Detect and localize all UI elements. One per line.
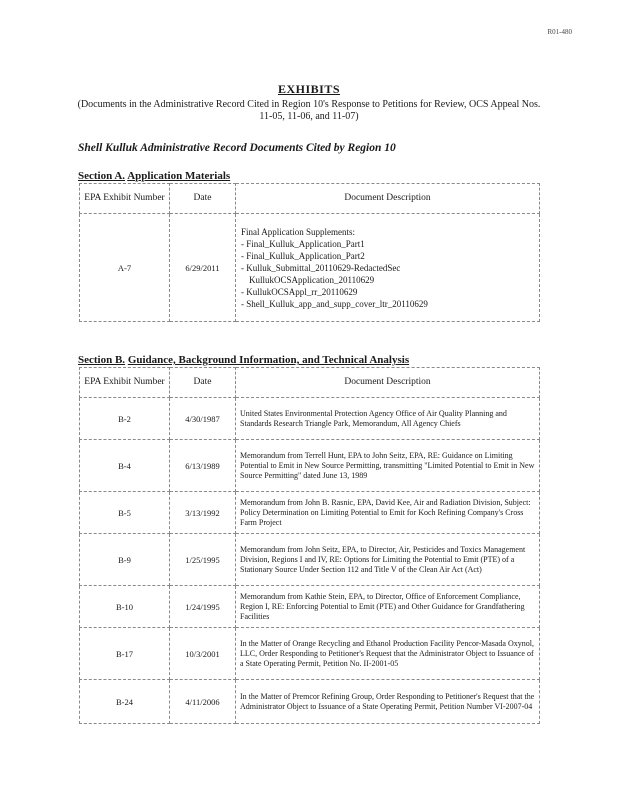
exhibit-number: B-9 xyxy=(80,534,170,586)
exhibit-date: 1/25/1995 xyxy=(170,534,236,586)
page-id: R01-480 xyxy=(547,28,572,36)
column-header: Date xyxy=(170,368,236,398)
column-header: Date xyxy=(170,184,236,214)
table-row xyxy=(80,586,540,628)
exhibit-date: 10/3/2001 xyxy=(170,628,236,680)
table-row xyxy=(80,628,540,680)
section-a-table xyxy=(79,183,540,322)
table-row xyxy=(80,492,540,534)
section-a-heading xyxy=(78,170,230,182)
exhibit-number: B-10 xyxy=(80,586,170,628)
table-row xyxy=(80,214,540,322)
description-line: - KullukOCSAppl_rr_20110629 xyxy=(241,286,358,297)
exhibit-number: B-17 xyxy=(80,628,170,680)
document-description: Memorandum from Kathie Stein, EPA, to Director, Office of Enforcement Compliance, Region I, RE: Enforcing Potential to Emit (PTE) and Other Guidance for Grandfathering Facilities xyxy=(236,586,540,628)
document-description: In the Matter of Premcor Refining Group, Order Responding to Petitioner's Request that the Administrator Object to Issuance of a State Operating Permit, Petition Number VI-2007-04 xyxy=(236,680,540,724)
section-b-heading xyxy=(78,354,409,366)
table-row xyxy=(80,440,540,492)
description-line: Final Application Supplements: xyxy=(241,226,355,237)
document-description: United States Environmental Protection Agency Office of Air Quality Planning and Standards Research Triangle Park, Memorandum, All Agency Chiefs xyxy=(236,398,540,440)
column-header: EPA Exhibit Number xyxy=(80,184,170,214)
section-a-title: Application Materials xyxy=(127,170,231,182)
exhibit-number: B-5 xyxy=(80,492,170,534)
section-b-table xyxy=(79,367,540,724)
document-description: Memorandum from Terrell Hunt, EPA to John Seitz, EPA, RE: Guidance on Limiting Potential to Emit in New Source Permitting, transmitting "Limited Potential to Emit in New Source Permitting" dated June 13, 1989 xyxy=(236,440,540,492)
description-line: - Shell_Kulluk_app_and_supp_cover_ltr_20110629 xyxy=(241,298,428,309)
document-subtitle: (Documents in the Administrative Record Cited in Region 10's Response to Petitions for Review, OCS Appeal Nos. 11-05, 11-06, and 11-07) xyxy=(77,99,541,122)
title-block xyxy=(0,82,618,123)
exhibit-date: 3/13/1992 xyxy=(170,492,236,534)
document-title: EXHIBITS xyxy=(277,82,341,96)
description-line: - Final_Kulluk_Application_Part1 xyxy=(241,238,365,249)
document-description: Memorandum from John Seitz, EPA, to Director, Air, Pesticides and Toxics Management Division, Regions I and IV, RE: Options for Limiting the Potential to Emit (PTE) of a Stationary Source Under Section 112 and Title V of the Clean Air Act (Act) xyxy=(236,534,540,586)
description-line: - Kulluk_Submittal_20110629-RedactedSec xyxy=(241,262,401,273)
exhibit-date: 6/13/1989 xyxy=(170,440,236,492)
exhibit-date: 6/29/2011 xyxy=(170,214,236,322)
records-heading: Shell Kulluk Administrative Record Documents Cited by Region 10 xyxy=(78,142,396,154)
exhibit-number: A-7 xyxy=(80,214,170,322)
column-header: Document Description xyxy=(236,368,540,398)
document-description xyxy=(236,214,540,322)
description-line: KullukOCSApplication_20110629 xyxy=(249,274,375,285)
column-header: EPA Exhibit Number xyxy=(80,368,170,398)
section-a-label: Section A. xyxy=(78,170,126,182)
exhibit-number: B-2 xyxy=(80,398,170,440)
table-header-row xyxy=(80,368,540,398)
exhibit-number: B-24 xyxy=(80,680,170,724)
column-header: Document Description xyxy=(236,184,540,214)
table-row xyxy=(80,680,540,724)
exhibit-date: 4/30/1987 xyxy=(170,398,236,440)
table-row xyxy=(80,534,540,586)
exhibit-date: 4/11/2006 xyxy=(170,680,236,724)
description-line: - Final_Kulluk_Application_Part2 xyxy=(241,250,365,261)
document-description: Memorandum from John B. Rasnic, EPA, David Kee, Air and Radiation Division, Subject: Policy Determination on Limiting Potential to Emit for Koch Refining Company's Cross Farm Project xyxy=(236,492,540,534)
table-header-row xyxy=(80,184,540,214)
exhibit-date: 1/24/1995 xyxy=(170,586,236,628)
section-b-title: Guidance, Background Information, and Technical Analysis xyxy=(127,354,410,366)
table-row xyxy=(80,398,540,440)
section-b-label: Section B. xyxy=(78,354,126,366)
document-description: In the Matter of Orange Recycling and Ethanol Production Facility Pencor-Masada Oxynol, LLC, Order Responding to Petitioner's Request that the Administrator Object to Issuance of a State Operating Permit, Petition No. II-2001-05 xyxy=(236,628,540,680)
exhibit-number: B-4 xyxy=(80,440,170,492)
